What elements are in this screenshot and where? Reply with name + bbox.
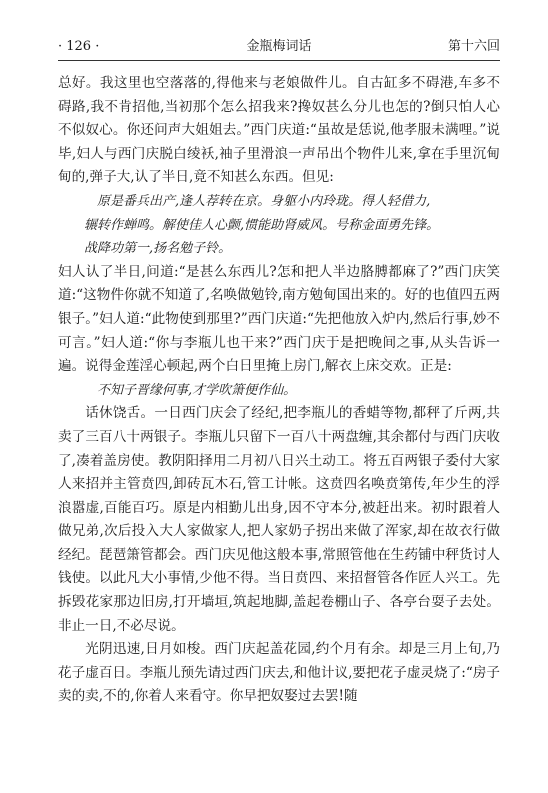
page-body [58,72,500,709]
chapter-label: 第十六回 [447,39,500,54]
verse-line: 战降功第一,扬名勉子铃。 [84,241,232,257]
page-number: · 126 · [58,39,100,54]
paragraph: 话休饶舌。一日西门庆会了经纪,把李瓶儿的香蜡等物,都秤了斤两,共卖了三百八十两银子。李瓶儿只留下一百八十两盘缠,其余都付与西门庆收了,凑着盖房使。教阴阳择用二月初八日兴土动工。将五百两银子委付大家人来招并主管贲四,卸砖瓦木石,管工计帐。这贲四名唤贲第传,年少生的浮浪嚣虚,百能百巧。原是内相勤儿出身,因不守本分,被赶出来。初时跟着人做兄弟,次后投入大人家做家人,把人家奶子拐出来做了浑家,却在故衣行做经纪。琵琶箫管都会。西门庆见他这般本事,常照管他在生药铺中秤货讨人钱使。以此凡大小事情,少他不得。当日贲四、来招督管各作匠人兴工。先拆毁花家那边旧房,打开墙垣,筑起地脚,盖起卷棚山子、各亭台耍子去处。非止一日,不必尽说。 [58,405,500,634]
paragraph: 总好。我这里也空落落的,得他来与老娘做件儿。自古缸多不碍港,车多不碍路,我不肯招他,当初那个怎么招我来?搀奴甚么分儿也怎的?倒只怕人心不似奴心。你还问声大姐姐去。”西门庆道:“虽故是恁说,他孝服未满哩。”说毕,妇人与西门庆脱白绫袄,袖子里滑浪一声吊出个物件儿来,拿在手里沉甸甸的,弹子大,认了半日,竟不知甚么东西。但见: [58,75,500,186]
verse-line: 不知子晋缘何事,才学吹箫便作仙。 [97,382,297,398]
verse-line: 辗转作蝉鸣。解使佳人心颤,惯能助肾威风。号称金面勇先锋。 [84,217,440,233]
page-header [58,36,500,58]
book-title: 金瓶梅词话 [246,39,312,54]
header-divider [58,60,500,61]
verse-line: 原是番兵出产,逢人荐转在京。身躯小内玲珑。得人轻借力, [97,193,431,209]
paragraph: 光阴迅速,日月如梭。西门庆起盖花园,约个月有余。却是三月上旬,乃花子虚百日。李瓶儿预先请过西门庆去,和他计议,要把花子虚灵烧了:“房子卖的卖,不的,你着人来看守。你早把奴娶过去罢!随 [58,641,500,705]
paragraph: 妇人认了半日,问道:“是甚么东西儿?怎和把人半边胳膊都麻了?”西门庆笑道:“这物件你就不知道了,名唤做勉铃,南方勉甸国出来的。好的也值四五两银子。”妇人道:“此物使到那里?”西门庆道:“先把他放入炉内,然后行事,妙不可言。”妇人道:“你与李瓶儿也干来?”西门庆于是把晚间之事,从头告诉一遍。说得金莲淫心顿起,两个白日里掩上房门,解衣上床交欢。正是: [58,263,500,375]
